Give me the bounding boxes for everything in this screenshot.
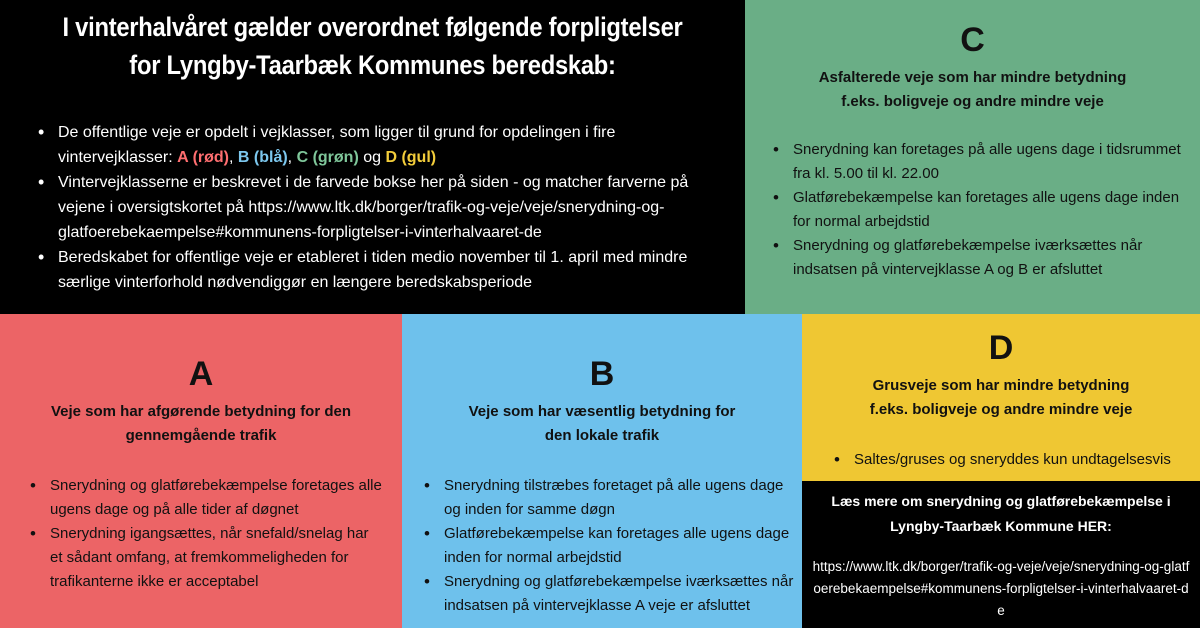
list-item: • Snerydning kan foretages på alle ugens dage i tidsrummet fra kl. 5.00 til kl. 22.00 <box>773 138 1183 186</box>
class-a-label: A (rød) <box>177 149 229 166</box>
intro-bullet-classes <box>38 120 728 170</box>
class-c-letter: C <box>960 21 985 59</box>
class-b-box <box>402 314 802 628</box>
subtitle-line-2: f.eks. boligveje og andre mindre veje <box>841 93 1104 110</box>
intro-list <box>38 120 728 295</box>
intro-bullet-colors: • Vintervejklasserne er beskrevet i de farvede bokse her på siden - og matcher farverne på vejene i oversigtskortet på https://www.ltk.dk/borger/trafik-og-veje/veje/snerydning-og-glatfoerebekaempelse#kommunens-forpligtelser-i-vinterhalvaaret-de <box>38 170 728 245</box>
page-title <box>57 8 688 84</box>
class-d-box <box>802 314 1200 481</box>
subtitle-line-1: Asfalterede veje som har mindre betydning <box>818 69 1127 86</box>
class-b-label: B (blå) <box>237 149 288 166</box>
subtitle-line-1: Veje som har afgørende betydning for den <box>50 403 352 420</box>
read-more-panel <box>802 481 1200 628</box>
subtitle-line-1: Veje som har væsentlig betydning for <box>468 403 736 420</box>
intro-bullet-period: • Beredskabet for offentlige veje er etableret i tiden medio november til 1. april med mindre særlige vinterforhold nødvendiggør en længere beredskabsperiode <box>38 245 728 295</box>
subtitle-line-2: den lokale trafik <box>544 427 660 444</box>
class-d-list <box>834 448 1194 472</box>
class-c-subtitle <box>745 66 1200 114</box>
list-item: • Glatførebekæmpelse kan foretages alle ugens dage inden for normal arbejdstid <box>424 522 796 570</box>
read-more-title-line-2: Lyngby-Taarbæk Kommune HER: <box>890 518 1112 534</box>
list-item: • Snerydning tilstræbes foretaget på alle ugens dage og inden for samme døgn <box>424 474 796 522</box>
separator: , <box>229 149 238 166</box>
class-c-box <box>745 0 1200 314</box>
class-b-letter: B <box>589 355 615 393</box>
list-item: • Saltes/gruses og sneryddes kun undtagelsesvis <box>834 448 1194 472</box>
subtitle-line-2: gennemgående trafik <box>125 427 277 444</box>
class-c-label: C (grøn) <box>296 149 359 166</box>
class-a-letter: A <box>188 355 214 393</box>
list-item: • Snerydning igangsættes, når snefald/snelag har et sådant omfang, at fremkommeligheden for trafikanterne ikke er acceptabel <box>30 522 385 594</box>
read-more-title <box>802 489 1200 539</box>
subtitle-line-2: f.eks. boligveje og andre mindre veje <box>869 401 1133 418</box>
class-b-subtitle <box>402 400 802 448</box>
class-a-box <box>0 314 402 628</box>
list-item: • Snerydning og glatførebekæmpelse foretages alle ugens dage og på alle tider af døgnet <box>30 474 385 522</box>
intro-bullet-classes-text: De offentlige veje er opdelt i vejklasser, som ligger til grund for opdelingen i fire vintervejklasser: <box>58 124 616 166</box>
class-d-letter: D <box>988 329 1014 367</box>
class-d-subtitle <box>802 374 1200 422</box>
subtitle-line-1: Grusveje som har mindre betydning <box>872 377 1130 394</box>
read-more-link[interactable]: https://www.ltk.dk/borger/trafik-og-veje/veje/snerydning-og-glatfoerebekaempelse#kommunens-forpligtelser-i-vinterhalvaaret-de <box>812 559 1190 618</box>
class-b-list <box>424 474 796 618</box>
title-line-1: I vinterhalvåret gælder overordnet følgende forpligtelser <box>62 12 683 42</box>
list-item: • Snerydning og glatførebekæmpelse iværksættes når indsatsen på vintervejklasse A veje er afsluttet <box>424 570 796 618</box>
separator: , <box>287 149 297 166</box>
class-a-list <box>30 474 385 594</box>
title-line-2: for Lyngby-Taarbæk Kommunes beredskab: <box>129 50 616 80</box>
class-a-subtitle <box>0 400 402 448</box>
class-d-label: D (gul) <box>385 149 437 166</box>
list-item: • Snerydning og glatførebekæmpelse iværksættes når indsatsen på vintervejklasse A og B er afsluttet <box>773 234 1183 282</box>
intro-panel <box>0 0 745 314</box>
class-c-list <box>773 138 1183 282</box>
list-item: • Glatførebekæmpelse kan foretages alle ugens dage inden for normal arbejdstid <box>773 186 1183 234</box>
read-more-title-line-1: Læs mere om snerydning og glatførebekæmpelse i <box>831 493 1171 509</box>
conjunction: og <box>358 149 386 166</box>
